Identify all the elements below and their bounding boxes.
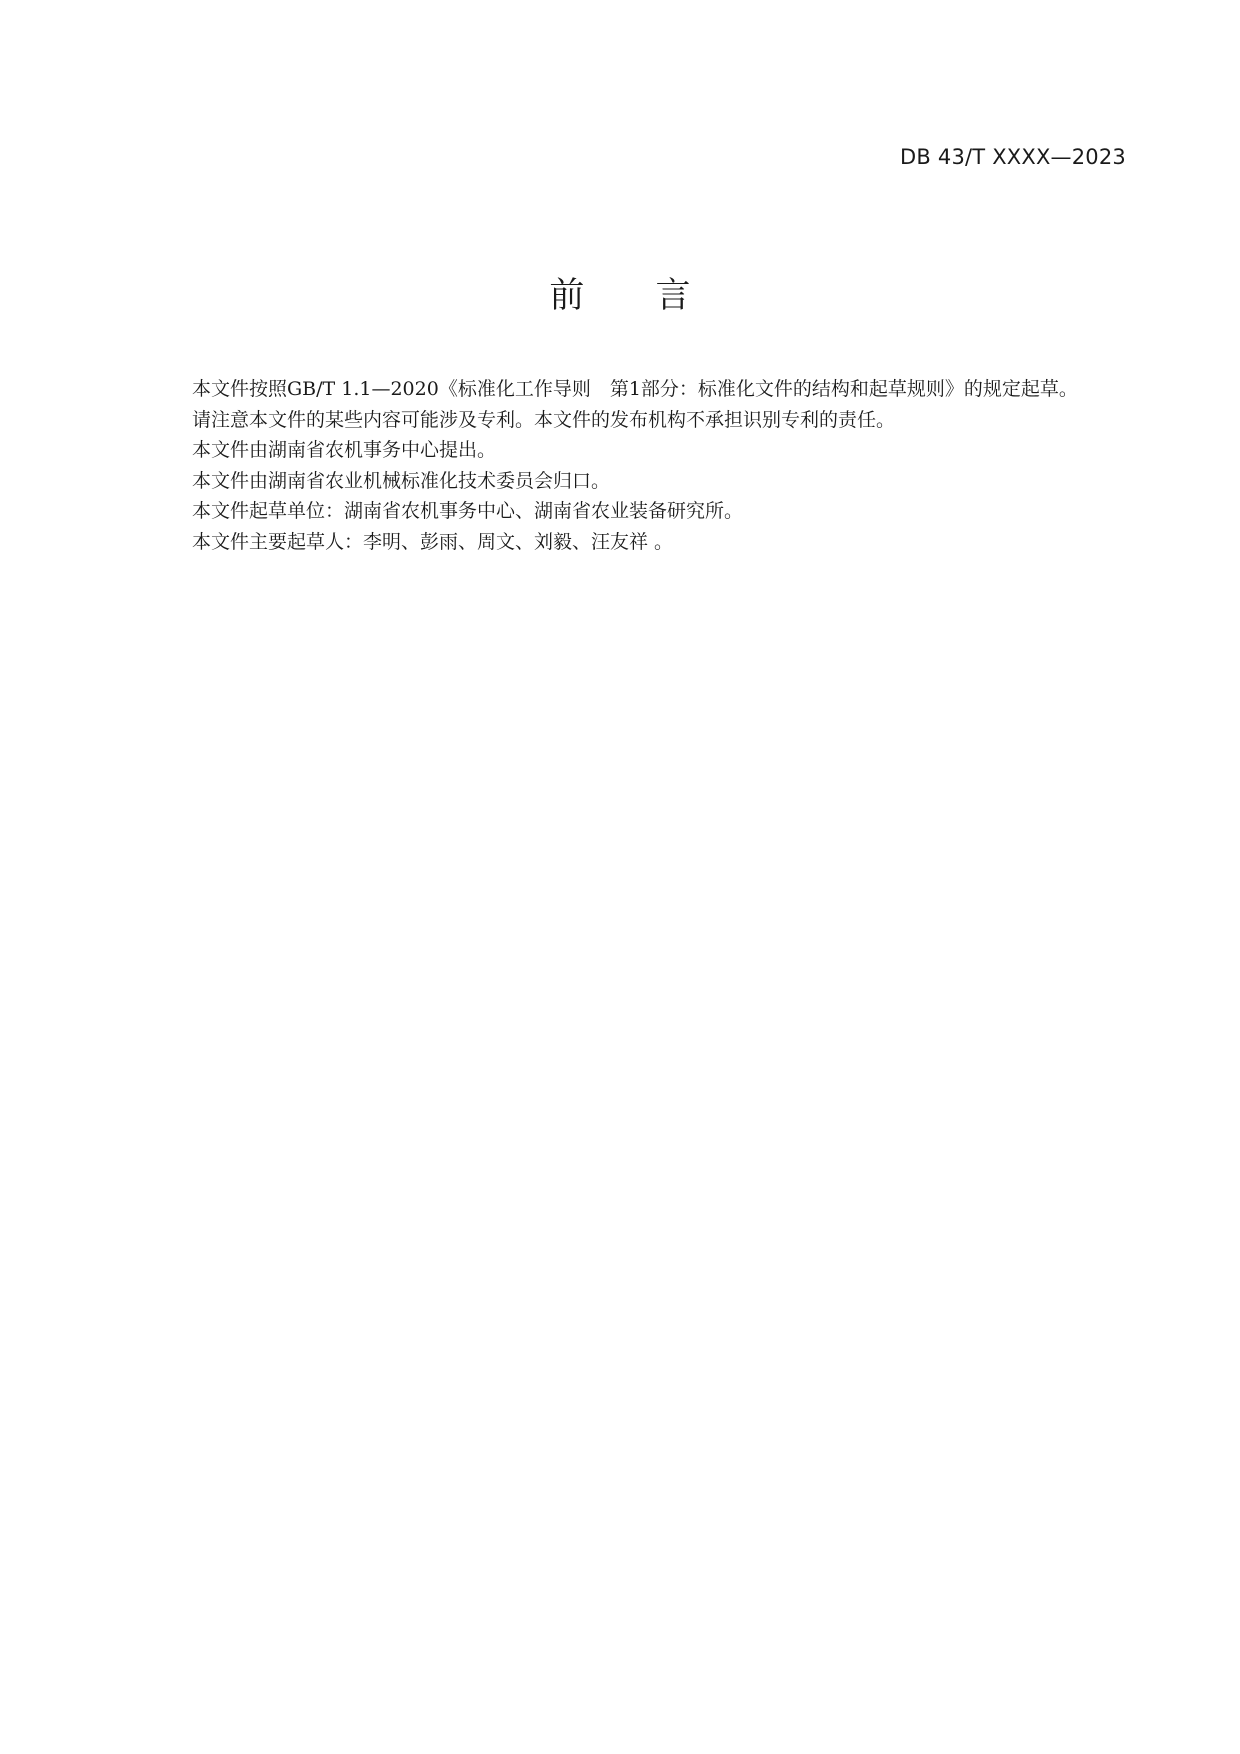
paragraph-drafting-rules: 本文件按照GB/T 1.1—2020《标准化工作导则 第1部分：标准化文件的结构和起草规则》的规定起草。 (192, 378, 1078, 400)
paragraph-administrator: 本文件由湖南省农业机械标准化技术委员会归口。 (192, 469, 611, 492)
paragraph-drafting-units: 本文件起草单位：湖南省农机事务中心、湖南省农业装备研究所。 (192, 500, 744, 522)
paragraph-proposer: 本文件由湖南省农机事务中心提出。 (192, 439, 497, 461)
paragraph-patent-notice: 请注意本文件的某些内容可能涉及专利。本文件的发布机构不承担识别专利的责任。 (192, 408, 896, 431)
document-code: DB 43/T XXXX—2023 (900, 145, 1126, 169)
page-title: 前 言 (549, 276, 721, 316)
paragraph-drafters: 本文件主要起草人：李明、彭雨、周文、刘毅、汪友祥 。 (192, 530, 674, 553)
document-body (150, 374, 1126, 557)
